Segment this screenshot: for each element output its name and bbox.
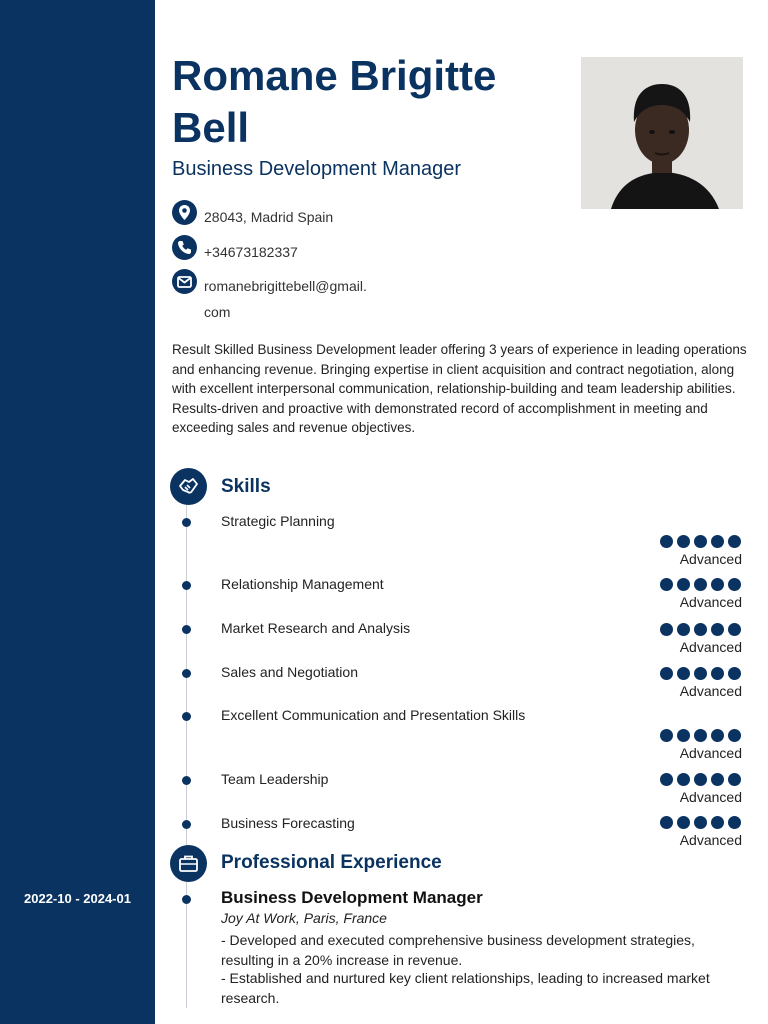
- skill-rating: [660, 623, 742, 637]
- candidate-title: Business Development Manager: [172, 158, 462, 180]
- job-bullet: - Developed and executed comprehensive business development strategies, resulting in a 20% increase in revenue.: [221, 932, 695, 968]
- skill-rating: [660, 667, 742, 681]
- skill-rating: [660, 535, 742, 549]
- skill-name: Relationship Management: [221, 576, 384, 592]
- skill-level: Advanced: [679, 745, 742, 761]
- skill-rating: [660, 578, 742, 592]
- timeline-dot: [182, 518, 191, 527]
- profile-photo: [581, 57, 743, 209]
- job-title: Business Development Manager: [221, 888, 483, 907]
- timeline-dot: [182, 776, 191, 785]
- skill-level: Advanced: [679, 551, 742, 567]
- address-text: 28043, Madrid Spain: [204, 209, 334, 225]
- timeline-dot: [182, 669, 191, 678]
- sidebar: [0, 0, 155, 1024]
- skill-level: Advanced: [679, 683, 742, 699]
- job-dates: 2022-10 - 2024-01: [24, 891, 131, 906]
- experience-heading: Professional Experience: [221, 852, 442, 873]
- phone-text[interactable]: +34673182337: [204, 244, 298, 260]
- email-text[interactable]: romanebrigittebell@gmail.com: [204, 278, 367, 320]
- skill-rating: [660, 816, 742, 830]
- location-pin-icon: [172, 200, 197, 225]
- skill-level: Advanced: [679, 832, 742, 848]
- profile-summary: Result Skilled Business Development leader offering 3 years of experience in leading operations and enhancing revenue. Bringing expertise in client acquisition and contract negotiation, along with excellent interpersonal communication, relationship-building and team leadership abilities. Results-driven and proactive with demonstrated record of accomplishment in meeting and exceeding sales and revenue objectives.: [172, 342, 747, 435]
- timeline-dot: [182, 625, 191, 634]
- skill-level: Advanced: [679, 594, 742, 610]
- skill-level: Advanced: [679, 639, 742, 655]
- timeline-dot: [182, 895, 191, 904]
- phone-icon: [172, 235, 197, 260]
- skill-name: Strategic Planning: [221, 513, 335, 529]
- job-bullet: - Established and nurtured key client relationships, leading to increased market research.: [221, 970, 710, 1006]
- timeline-dot: [182, 712, 191, 721]
- timeline-line: [186, 500, 187, 1008]
- job-company: Joy At Work, Paris, France: [221, 910, 387, 926]
- candidate-name: Romane Brigitte Bell: [172, 52, 497, 151]
- skill-name: Excellent Communication and Presentation Skills: [221, 707, 526, 723]
- timeline-dot: [182, 581, 191, 590]
- skill-rating: [660, 773, 742, 787]
- skill-rating: [660, 729, 742, 743]
- skills-heading: Skills: [221, 476, 271, 497]
- envelope-icon: [172, 269, 197, 294]
- skill-level: Advanced: [679, 789, 742, 805]
- skill-name: Market Research and Analysis: [221, 620, 411, 636]
- handshake-icon: [170, 468, 207, 505]
- skill-name: Sales and Negotiation: [221, 664, 358, 680]
- profile-photo-image: [581, 57, 743, 209]
- skill-name: Team Leadership: [221, 771, 329, 787]
- skill-name: Business Forecasting: [221, 815, 355, 831]
- briefcase-icon: [170, 845, 207, 882]
- timeline-dot: [182, 820, 191, 829]
